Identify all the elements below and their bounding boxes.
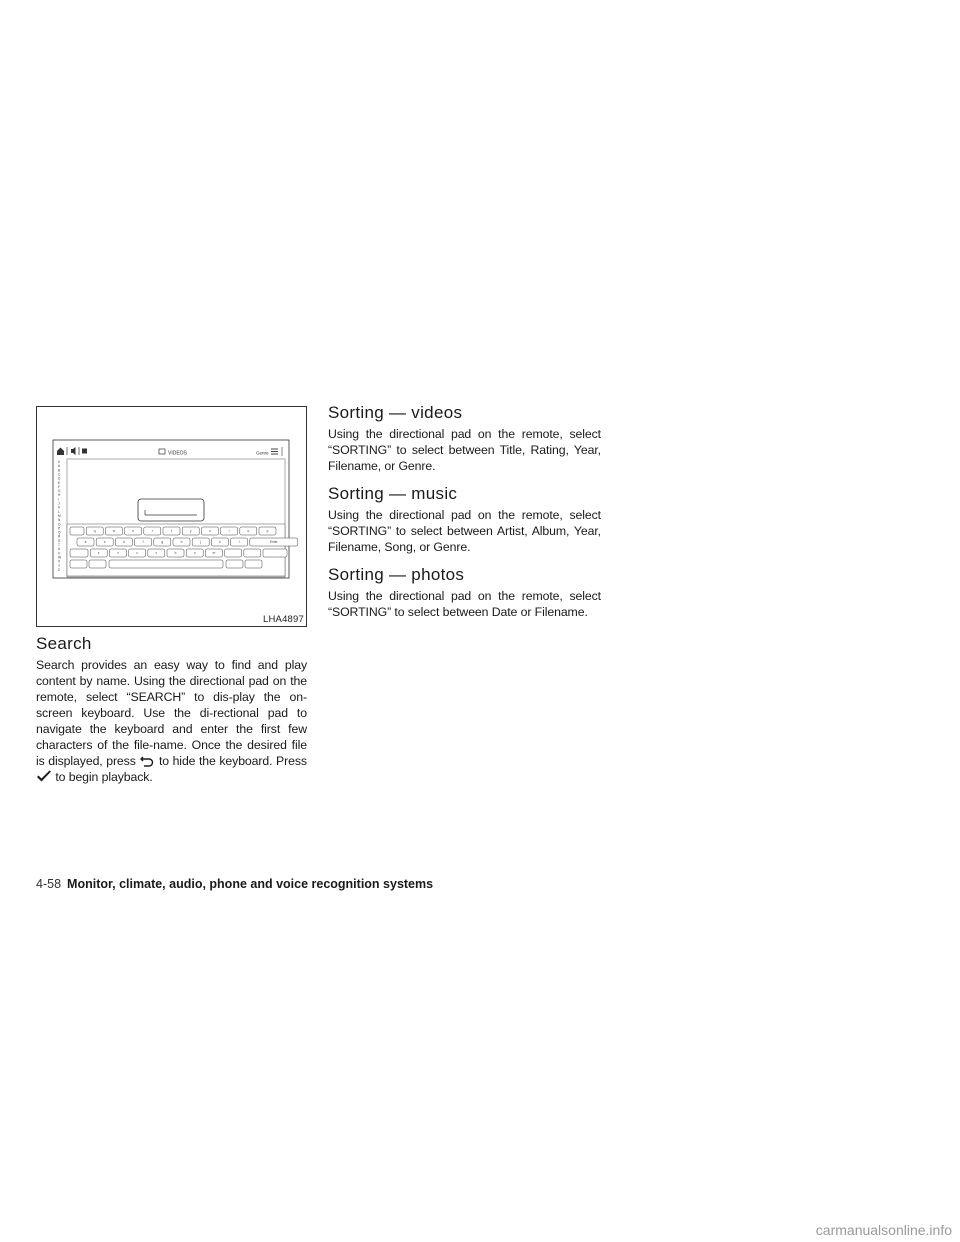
screen-title: VIDEOS	[168, 450, 187, 457]
alphabet-index-letter: K	[58, 505, 61, 510]
keyboard-key-label: a	[84, 540, 87, 545]
sorting-videos-body	[328, 426, 601, 474]
keyboard-key-label: y	[189, 529, 192, 534]
sorting-photos-body	[328, 588, 601, 620]
search-text-3: to begin playback.	[55, 770, 153, 784]
keyboard-key-label: i	[228, 529, 230, 534]
alphabet-index-letter: H	[58, 493, 61, 498]
keyboard-key-label: l	[238, 540, 240, 545]
sorting-videos-text: Using the directional pad on the remote, select “SORTING” to select between Title, Rating, Year, Filename, or Genre.	[328, 427, 601, 473]
alphabet-index-letter: R	[58, 534, 61, 539]
keyboard-key-label: m	[212, 551, 216, 556]
keyboard-key-label: b	[174, 551, 177, 556]
keyboard-key-label: v	[155, 551, 158, 556]
sort-label: Genre	[256, 450, 269, 456]
back-arrow-icon	[139, 755, 155, 767]
alphabet-index-letter: E	[58, 480, 61, 485]
check-mark-icon	[36, 770, 52, 783]
keyboard-key-left	[226, 560, 243, 568]
search-input	[138, 499, 204, 521]
alphabet-index-letter: W	[58, 555, 62, 560]
alphabet-index-letter: P	[58, 526, 61, 531]
chapter-title: Monitor, climate, audio, phone and voice recognition systems	[67, 877, 434, 891]
alphabet-index-letter: Y	[58, 563, 61, 568]
alphabet-index-letter: G	[58, 489, 61, 494]
page-number: 4-58	[36, 877, 62, 891]
keyboard-key-label: r	[151, 529, 153, 534]
alphabet-index-letter: Q	[58, 530, 61, 535]
figure-illustration	[36, 406, 307, 627]
keyboard-key-symbol	[225, 549, 242, 557]
search-text-2: to hide the keyboard. Press	[158, 754, 307, 768]
keyboard-key-label: o	[247, 529, 250, 534]
figure-code: LHA4897	[262, 614, 304, 625]
keyboard-key-label: x	[117, 551, 119, 556]
alphabet-index-letter: F	[58, 484, 60, 489]
alphabet-index-letter: L	[58, 509, 60, 514]
keyboard-key-lang	[89, 560, 106, 568]
alphabet-index-letter: I	[58, 497, 59, 502]
screen-illustration	[37, 407, 306, 626]
keyboard-key-label: e	[132, 529, 134, 534]
alphabet-index-letter: A	[58, 464, 61, 469]
alphabet-index-letter: U	[58, 547, 61, 552]
keyboard-key-label: d	[123, 540, 125, 545]
keyboard-key-label: g	[161, 540, 164, 545]
sorting-photos-heading: Sorting — photos	[328, 565, 465, 584]
sorting-music-heading: Sorting — music	[328, 484, 458, 503]
keyboard-key-label: q	[93, 529, 96, 534]
keyboard-key-label: u	[209, 529, 211, 534]
alphabet-index-letter: S	[58, 538, 61, 543]
keyboard-key-symbol	[244, 549, 261, 557]
sorting-videos-heading: Sorting — videos	[328, 403, 463, 422]
keyboard-key-mode	[70, 560, 87, 568]
keyboard-key-label: z	[97, 551, 100, 556]
alphabet-index-letter: B	[58, 468, 61, 473]
keyboard-key-label: p	[266, 529, 269, 534]
keyboard-key-label: t	[171, 529, 172, 534]
keyboard-key-label: j	[200, 540, 202, 545]
keyboard-key-label: k	[219, 540, 221, 545]
alphabet-index-letter: O	[58, 522, 61, 527]
keyboard-key-label: h	[180, 540, 183, 545]
keyboard-key-label: Enter	[269, 540, 278, 545]
alphabet-index-letter: X	[58, 559, 61, 564]
alphabet-index-letter: C	[58, 472, 61, 477]
keyboard-key-label: f	[142, 540, 144, 545]
watermark: carmanualsonline.info	[815, 1222, 952, 1238]
alphabet-index-letter: N	[58, 518, 61, 523]
keyboard-key-shift	[70, 549, 88, 557]
alphabet-index-letter: M	[58, 513, 61, 518]
keyboard-key-label: s	[103, 540, 106, 545]
sorting-photos-text: Using the directional pad on the remote, select “SORTING” to select between Date or Filename.	[328, 589, 601, 619]
alphabet-index-letter: T	[58, 543, 60, 547]
alphabet-index-letter: Z	[58, 567, 60, 572]
search-text-1: Search provides an easy way to find and play content by name. Using the directional pad on the remote, select “SEARCH” to dis-play the on-screen keyboard. Use the di-rectional pad to navigate the keyboard and enter the first few characters of the file-name. Once the desired file is displayed, press	[36, 658, 307, 768]
keyboard-key-label: n	[193, 551, 196, 556]
alphabet-index-letter: #	[58, 460, 60, 464]
alphabet-index-letter: V	[58, 551, 61, 556]
search-heading: Search	[36, 634, 92, 653]
sorting-music-text: Using the directional pad on the remote, select “SORTING” to select between Artist, Album, Year, Filename, Song, or Genre.	[328, 508, 601, 554]
search-body	[36, 657, 307, 785]
page-footer	[36, 877, 433, 891]
keyboard-key-label: c	[136, 551, 138, 556]
keyboard-key-space	[109, 560, 223, 568]
sorting-music-body	[328, 507, 601, 555]
alphabet-index-letter: D	[58, 476, 61, 481]
source-icon	[82, 449, 87, 454]
keyboard-key-shift-right	[263, 549, 287, 557]
keyboard-key-tab	[70, 527, 84, 535]
keyboard-key-right	[245, 560, 262, 568]
alphabet-index-letter: J	[58, 501, 60, 506]
keyboard-key-label: w	[112, 529, 116, 534]
